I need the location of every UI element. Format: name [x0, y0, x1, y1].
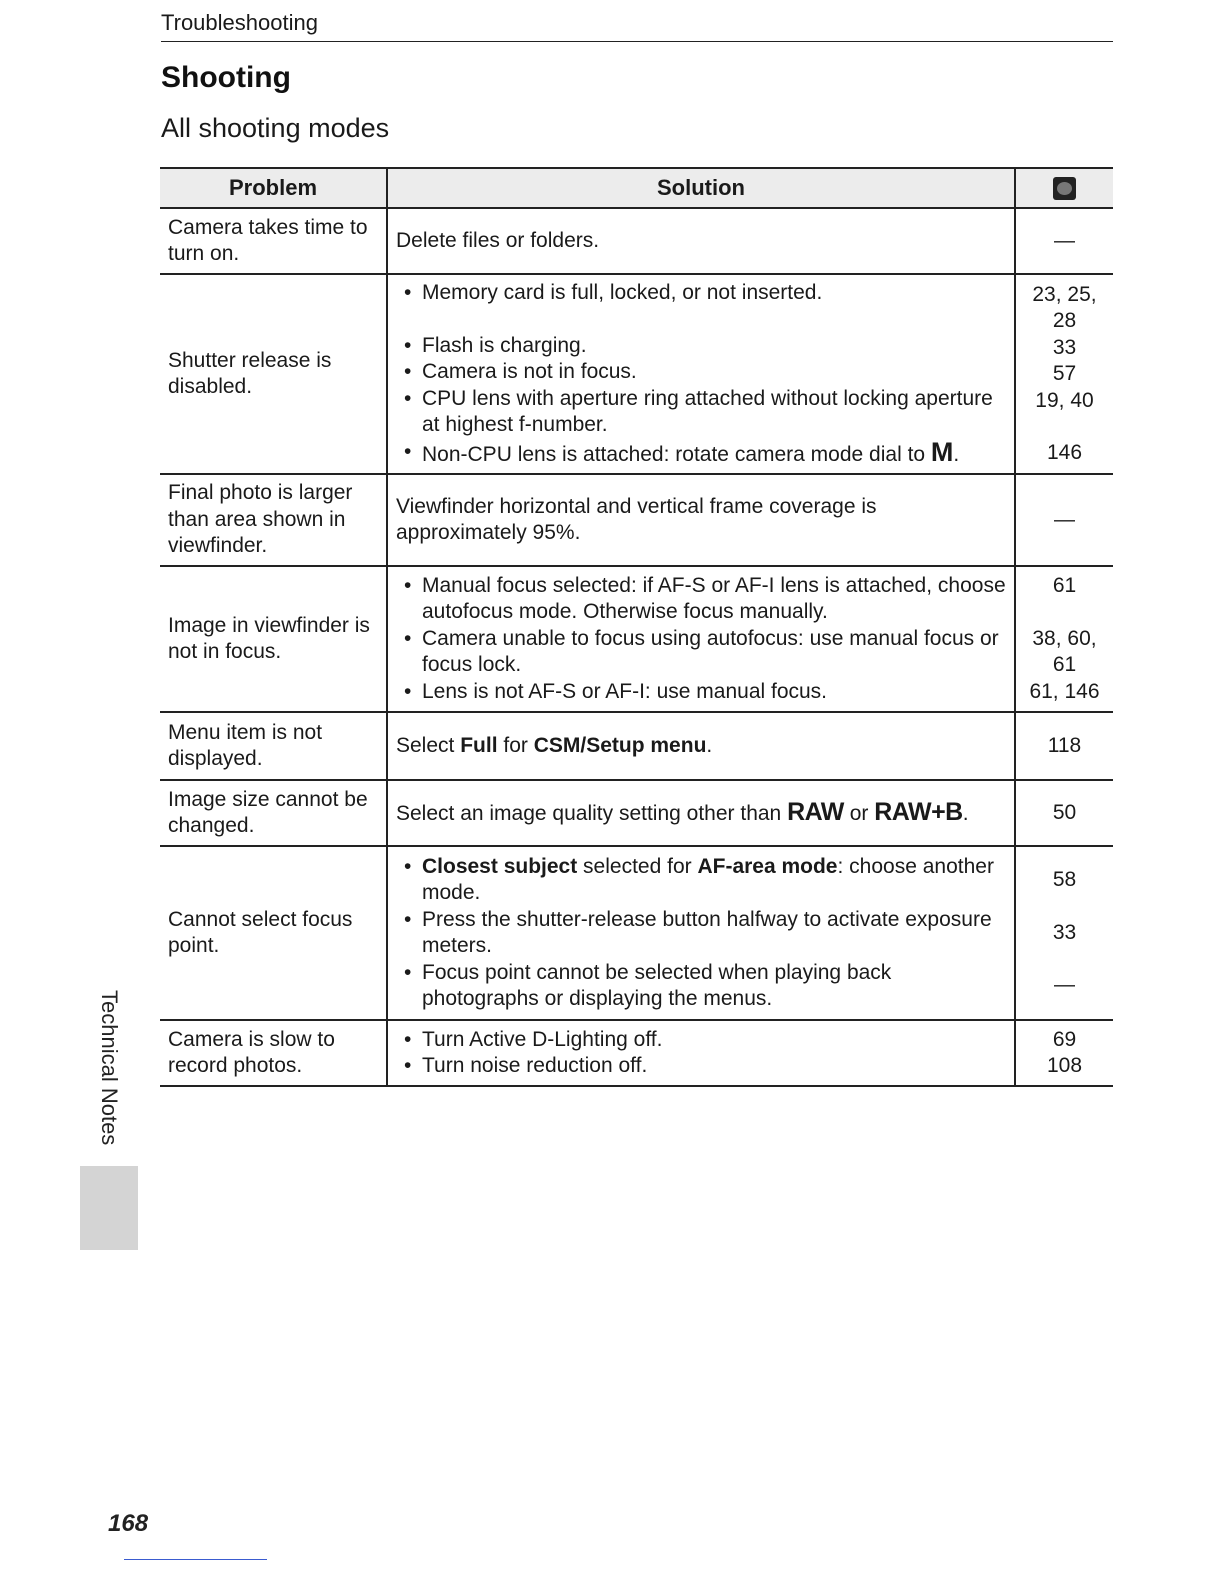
page-cell: 50 [1015, 780, 1113, 846]
page-cell: 61 38, 60, 61 61, 146 [1015, 566, 1113, 712]
solution-list [396, 854, 1006, 1013]
list-item: • Lens is not AF-S or AF-I: use manual focus. [396, 679, 1006, 706]
raw-symbol: RAW [787, 797, 844, 826]
page-cell: 118 [1015, 712, 1113, 780]
raw-b-symbol: RAW+B [874, 797, 963, 826]
table-row [160, 566, 1113, 712]
section-thumb-tab [80, 1166, 138, 1250]
table-row [160, 208, 1113, 274]
problem-cell: Image size cannot be changed. [160, 780, 387, 846]
list-item: • Memory card is full, locked, or not inserted. [396, 280, 1006, 333]
list-item: • Camera is not in focus. [396, 359, 1006, 386]
problem-cell: Image in viewfinder is not in focus. [160, 566, 387, 712]
solution-cell: Select an image quality setting other than RAW or RAW+B. [387, 780, 1015, 846]
problem-cell: Menu item is not displayed. [160, 712, 387, 780]
running-header: Troubleshooting [161, 8, 1113, 42]
page-cell: 23, 25, 28 33 57 19, 40 146 [1015, 274, 1113, 474]
list-item: • Focus point cannot be selected when playing back photographs or displaying the menus. [396, 960, 1006, 1013]
page-number: 168 [108, 1510, 149, 1537]
list-item: • Non-CPU lens is attached: rotate camera mode dial to M. [396, 439, 1006, 469]
column-header-page [1015, 168, 1113, 208]
list-item: • Camera unable to focus using autofocus: use manual focus or focus lock. [396, 626, 1006, 679]
table-row [160, 780, 1113, 846]
solution-list [396, 573, 1006, 706]
page-cell: — [1015, 208, 1113, 274]
problem-cell: Camera is slow to record photos. [160, 1020, 387, 1086]
subsection-title: All shooting modes [161, 113, 390, 143]
table-row [160, 712, 1113, 780]
list-item: • Closest subject selected for AF-area mode: choose another mode. [396, 854, 1006, 907]
list-item: • Flash is charging. [396, 333, 1006, 360]
side-tab-label: Technical Notes [97, 990, 122, 1146]
list-item: • Manual focus selected: if AF-S or AF-I lens is attached, choose autofocus mode. Otherwise focus manually. [396, 573, 1006, 626]
list-item: • Turn noise reduction off. [396, 1053, 1006, 1080]
section-title: Shooting [161, 61, 291, 94]
problem-cell: Shutter release is disabled. [160, 274, 387, 474]
troubleshooting-table [160, 167, 1113, 1087]
table-row [160, 1020, 1113, 1086]
solution-list [396, 1027, 1006, 1080]
problem-cell: Final photo is larger than area shown in viewfinder. [160, 474, 387, 566]
list-item: • Turn Active D-Lighting off. [396, 1027, 1006, 1054]
solution-cell [387, 566, 1015, 712]
table-row [160, 474, 1113, 566]
solution-cell [387, 274, 1015, 474]
page-cell: 58 33 — [1015, 846, 1113, 1020]
mode-m-symbol: M [930, 436, 954, 467]
solution-cell [387, 846, 1015, 1020]
page-cell: — [1015, 474, 1113, 566]
column-header-solution: Solution [387, 168, 1015, 208]
page-reference-icon [1053, 177, 1076, 200]
solution-cell [387, 1020, 1015, 1086]
footer-rule [124, 1559, 267, 1560]
problem-cell: Cannot select focus point. [160, 846, 387, 1020]
column-header-problem: Problem [160, 168, 387, 208]
solution-cell: Delete files or folders. [387, 208, 1015, 274]
solution-cell: Select Full for CSM/Setup menu. [387, 712, 1015, 780]
page-cell: 69 108 [1015, 1020, 1113, 1086]
table-row [160, 846, 1113, 1020]
solution-list [396, 280, 1006, 468]
table-row [160, 274, 1113, 474]
solution-cell: Viewfinder horizontal and vertical frame coverage is approximately 95%. [387, 474, 1015, 566]
list-item: • Press the shutter-release button halfway to activate exposure meters. [396, 907, 1006, 960]
table-header-row [160, 168, 1113, 208]
problem-cell: Camera takes time to turn on. [160, 208, 387, 274]
list-item: • CPU lens with aperture ring attached without locking aperture at highest f-number. [396, 386, 1006, 439]
